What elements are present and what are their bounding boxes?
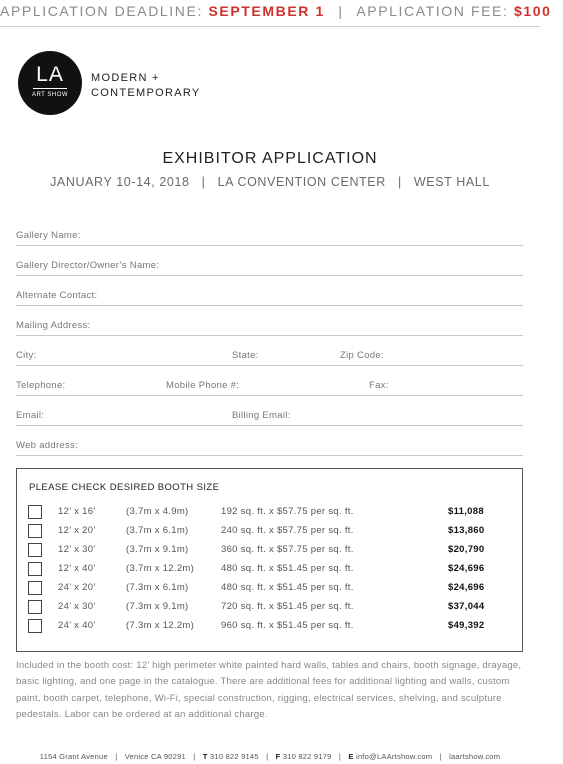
booth-inclusions-note: Included in the booth cost: 12’ high perimeter white painted hard walls, tables and chairs, booth signage, drayage, basic lighting, and one page in the catalogue. There are additional fees for additional lighting and walls, custom paint, booth carpet, telephone, Wi-Fi, special construction, rigging, electrical services, shelving, and sculpture pedestals. Labor can be ordered at an additional charge. — [16, 660, 522, 721]
mailing-address-field[interactable] — [16, 317, 523, 336]
booth-metric: (7.3m x 9.1m) — [126, 601, 189, 612]
booth-metric: (3.7m x 12.2m) — [126, 563, 195, 574]
event-venue: LA CONVENTION CENTER — [217, 175, 386, 189]
booth-price: $20,790 — [448, 544, 485, 555]
booth-price: $49,392 — [448, 620, 485, 631]
booth-metric: (7.3m x 12.2m) — [126, 620, 195, 631]
booth-calc: 960 sq. ft. x $51.45 per sq. ft. — [221, 620, 354, 631]
booth-price: $13,860 — [448, 525, 485, 536]
alternate-contact-field[interactable] — [16, 287, 523, 306]
event-hall: WEST HALL — [413, 175, 490, 189]
booth-calc: 192 sq. ft. x $57.75 per sq. ft. — [221, 506, 354, 517]
subtitle-separator: | — [201, 175, 206, 189]
footer-fax-label: F — [275, 752, 281, 761]
web-address-field[interactable] — [16, 437, 523, 456]
state-label: State: — [232, 350, 259, 361]
booth-heading: PLEASE CHECK DESIRED BOOTH SIZE — [29, 482, 220, 493]
booth-price: $24,696 — [448, 563, 485, 574]
booth-size: 24’ x 40’ — [58, 620, 96, 631]
alternate-contact-label: Alternate Contact: — [16, 290, 98, 301]
billing-email-label: Billing Email: — [232, 410, 291, 421]
footer-contact — [0, 752, 540, 761]
booth-row — [26, 617, 516, 636]
email-label: Email: — [16, 410, 45, 421]
footer-phone-label: T — [202, 752, 208, 761]
page-title: EXHIBITOR APPLICATION — [162, 150, 378, 167]
city-label: City: — [16, 350, 37, 361]
booth-checkbox[interactable] — [28, 505, 42, 519]
footer-website: laartshow.com — [449, 752, 501, 761]
booth-size: 12’ x 20’ — [58, 525, 96, 536]
director-field[interactable] — [16, 257, 523, 276]
zip-label: Zip Code: — [340, 350, 384, 361]
booth-row — [26, 598, 516, 617]
booth-checkbox[interactable] — [28, 562, 42, 576]
booth-calc: 240 sq. ft. x $57.75 per sq. ft. — [221, 525, 354, 536]
footer-separator: | — [439, 752, 442, 761]
booth-calc: 480 sq. ft. x $51.45 per sq. ft. — [221, 582, 354, 593]
la-art-show-logo — [18, 51, 82, 115]
footer-separator: | — [338, 752, 342, 761]
event-dates: JANUARY 10-14, 2018 — [50, 175, 190, 189]
booth-size: 12’ x 16’ — [58, 506, 96, 517]
booth-size-box — [16, 468, 523, 652]
booth-row — [26, 560, 516, 579]
mailing-address-label: Mailing Address: — [16, 320, 91, 331]
booth-size: 24’ x 20’ — [58, 582, 96, 593]
booth-metric: (3.7m x 9.1m) — [126, 544, 189, 555]
gallery-name-label: Gallery Name: — [16, 230, 81, 241]
booth-price: $24,696 — [448, 582, 485, 593]
footer-separator: | — [266, 752, 269, 761]
city-state-zip-row[interactable] — [16, 347, 523, 366]
fax-label: Fax: — [369, 380, 389, 391]
logo-rule — [33, 88, 67, 89]
booth-calc: 720 sq. ft. x $51.45 per sq. ft. — [221, 601, 354, 612]
brand-tagline: MODERN + CONTEMPORARY — [91, 72, 201, 99]
booth-checkbox[interactable] — [28, 619, 42, 633]
event-subtitle — [0, 175, 540, 189]
gallery-name-field[interactable] — [16, 227, 523, 246]
telephone-label: Telephone: — [16, 380, 66, 391]
fee-value: $100 — [513, 3, 552, 19]
deadline-label: APPLICATION DEADLINE: — [0, 3, 203, 19]
booth-calc: 360 sq. ft. x $57.75 per sq. ft. — [221, 544, 354, 555]
footer-email: info@LAArtshow.com — [356, 752, 433, 761]
booth-row — [26, 522, 516, 541]
subtitle-separator: | — [397, 175, 402, 189]
fee-label: APPLICATION FEE: — [356, 3, 509, 19]
booth-row — [26, 579, 516, 598]
web-address-label: Web address: — [16, 440, 79, 451]
booth-checkbox[interactable] — [28, 581, 42, 595]
email-row[interactable] — [16, 407, 523, 426]
footer-separator: | — [193, 752, 196, 761]
booth-price: $11,088 — [448, 506, 484, 517]
booth-row — [26, 541, 516, 560]
booth-price: $37,044 — [448, 601, 485, 612]
footer-address: 1154 Grant Avenue — [39, 752, 108, 761]
booth-size: 12’ x 40’ — [58, 563, 96, 574]
booth-checkbox[interactable] — [28, 543, 42, 557]
logo-mark: LA — [36, 63, 64, 86]
logo-subtext: ART SHOW — [31, 92, 69, 98]
booth-row — [26, 503, 516, 522]
banner-separator: | — [338, 3, 344, 19]
booth-size: 24’ x 30’ — [58, 601, 96, 612]
booth-checkbox[interactable] — [28, 524, 42, 538]
booth-size: 12’ x 30’ — [58, 544, 96, 555]
booth-calc: 480 sq. ft. x $51.45 per sq. ft. — [221, 563, 354, 574]
footer-email-label: E — [348, 752, 354, 761]
phone-row[interactable] — [16, 377, 523, 396]
footer-phone: 310 822 9145 — [209, 752, 259, 761]
booth-metric: (3.7m x 6.1m) — [126, 525, 189, 536]
booth-metric: (7.3m x 6.1m) — [126, 582, 189, 593]
booth-checkbox[interactable] — [28, 600, 42, 614]
director-label: Gallery Director/Owner’s Name: — [16, 260, 160, 271]
footer-separator: | — [115, 752, 118, 761]
deadline-value: SEPTEMBER 1 — [208, 3, 325, 19]
footer-city: Venice CA 90291 — [124, 752, 186, 761]
deadline-banner — [0, 0, 552, 27]
booth-metric: (3.7m x 4.9m) — [126, 506, 189, 517]
mobile-label: Mobile Phone #: — [166, 380, 240, 391]
footer-fax: 310 822 9179 — [282, 752, 332, 761]
